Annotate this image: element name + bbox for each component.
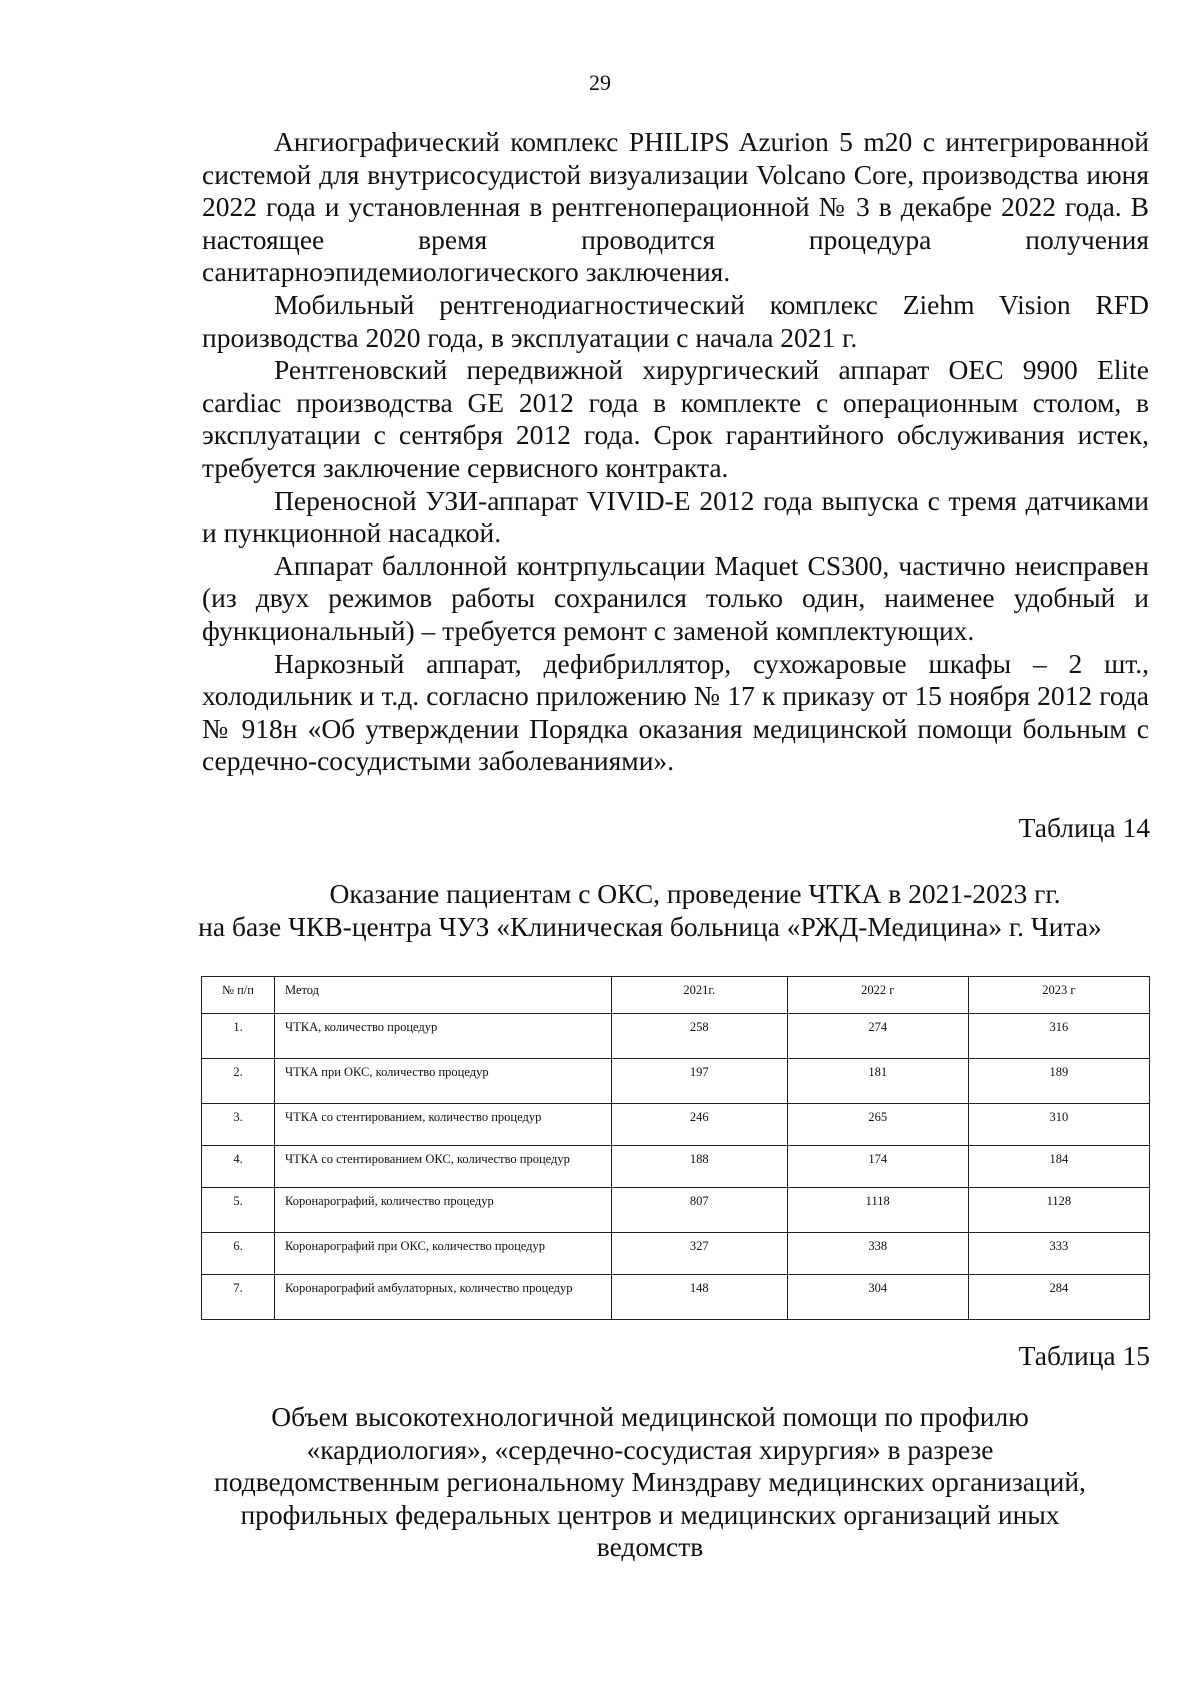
row-value-2021: 327 (612, 1233, 788, 1275)
row-method: Коронарографий при ОКС, количество процедур (275, 1233, 612, 1275)
row-value-2022: 174 (787, 1146, 968, 1188)
row-number: 7. (202, 1275, 275, 1320)
table-15-title-line-5: ведомств (596, 1531, 704, 1563)
table-15-title (150, 1401, 1150, 1564)
row-method: ЧТКА при ОКС, количество процедур (275, 1059, 612, 1104)
table-14-title-line-1: Оказание пациентам с ОКС, проведение ЧТКА в 2021-2023 гг. (329, 878, 1061, 909)
table-row (202, 1275, 1150, 1320)
header-2022: 2022 г (787, 977, 968, 1014)
row-value-2022: 265 (787, 1104, 968, 1146)
table-14 (201, 976, 1150, 1320)
row-value-2021: 148 (612, 1275, 788, 1320)
page-number: 29 (589, 70, 611, 95)
row-number: 6. (202, 1233, 275, 1275)
row-value-2021: 188 (612, 1146, 788, 1188)
paragraph-mobile-xray-complex: Мобильный рентгенодиагностический комплекс Ziehm Vision RFD производства 2020 года, в эксплуатации с начала 2021 г. (202, 288, 1149, 353)
table-14-caption: Таблица 14 (1018, 812, 1150, 843)
table-15-caption: Таблица 15 (1018, 1340, 1150, 1371)
table-14-title (150, 878, 1150, 943)
table-15-title-line-4: профильных федеральных центров и медицинских организаций иных (240, 1498, 1060, 1530)
row-method: ЧТКА со стентированием, количество процедур (275, 1104, 612, 1146)
row-value-2021: 807 (612, 1188, 788, 1233)
row-value-2023: 284 (968, 1275, 1149, 1320)
row-number: 4. (202, 1146, 275, 1188)
paragraph-balloon-counterpulsation: Аппарат баллонной контрпульсации Maquet CS300, частично неисправен (из двух режимов работы сохранился только один, наименее удобный и функциональный) – требуется ремонт с заменой комплектующих. (202, 549, 1149, 646)
row-value-2022: 304 (787, 1275, 968, 1320)
row-method: ЧТКА со стентированием ОКС, количество процедур (275, 1146, 612, 1188)
table-row (202, 1146, 1150, 1188)
table-15-title-line-1: Объем высокотехнологичной медицинской помощи по профилю (271, 1401, 1029, 1432)
row-value-2022: 1118 (787, 1188, 968, 1233)
row-method: Коронарографий амбулаторных, количество процедур (275, 1275, 612, 1320)
row-value-2023: 189 (968, 1059, 1149, 1104)
row-value-2022: 181 (787, 1059, 968, 1104)
table-14-title-line-2: на базе ЧКВ-центра ЧУЗ «Клиническая больница «РЖД-Медицина» г. Чита» (198, 910, 1102, 942)
table-row (202, 1233, 1150, 1275)
row-method: ЧТКА, количество процедур (275, 1014, 612, 1059)
row-number: 3. (202, 1104, 275, 1146)
header-2023: 2023 г (968, 977, 1149, 1014)
row-value-2022: 338 (787, 1233, 968, 1275)
row-value-2023: 310 (968, 1104, 1149, 1146)
row-value-2023: 1128 (968, 1188, 1149, 1233)
table-row (202, 1059, 1150, 1104)
row-value-2022: 274 (787, 1014, 968, 1059)
paragraph-angiographic-complex: Ангиографический комплекс PHILIPS Azurion 5 m20 с интегрированной системой для внутрисосудистой визуализации Volcano Core, производства июня 2022 года и установленная в рентгеноперационной № 3 в декабре 2022 года. В настоящее время проводится процедура получения санитарноэпидемиологического заключения. (202, 126, 1149, 288)
table-header-row (202, 977, 1150, 1014)
row-value-2021: 258 (612, 1014, 788, 1059)
row-number: 1. (202, 1014, 275, 1059)
header-number: № п/п (202, 977, 275, 1014)
table-row (202, 1014, 1150, 1059)
row-number: 5. (202, 1188, 275, 1233)
row-number: 2. (202, 1059, 275, 1104)
table-15-title-line-3: подведомственным региональному Минздраву медицинских организаций, (214, 1466, 1086, 1498)
body-text (202, 126, 1149, 778)
paragraph-ultrasound-unit: Переносной УЗИ-аппарат VIVID-E 2012 года выпуска с тремя датчиками и пункционной насадкой. (202, 484, 1149, 549)
table-15-title-line-2: «кардиология», «сердечно-сосудистая хирургия» в разрезе (306, 1433, 994, 1465)
table-row (202, 1188, 1150, 1233)
row-method: Коронарографий, количество процедур (275, 1188, 612, 1233)
row-value-2023: 184 (968, 1146, 1149, 1188)
row-value-2021: 246 (612, 1104, 788, 1146)
paragraph-other-equipment: Наркозный аппарат, дефибриллятор, сухожаровые шкафы – 2 шт., холодильник и т.д. согласно приложению № 17 к приказу от 15 ноября 2012 года № 918н «Об утверждении Порядка оказания медицинской помощи больным с сердечно-сосудистыми заболеваниями». (202, 647, 1149, 777)
row-value-2021: 197 (612, 1059, 788, 1104)
row-value-2023: 333 (968, 1233, 1149, 1275)
table-row (202, 1104, 1150, 1146)
header-method: Метод (275, 977, 612, 1014)
header-2021: 2021г. (612, 977, 788, 1014)
paragraph-surgical-xray-unit: Рентгеновский передвижной хирургический аппарат OEC 9900 Elite cardiac производства GE 2012 года в комплекте с операционным столом, в эксплуатации с сентября 2012 года. Срок гарантийного обслуживания истек, требуется заключение сервисного контракта. (202, 354, 1149, 483)
row-value-2023: 316 (968, 1014, 1149, 1059)
